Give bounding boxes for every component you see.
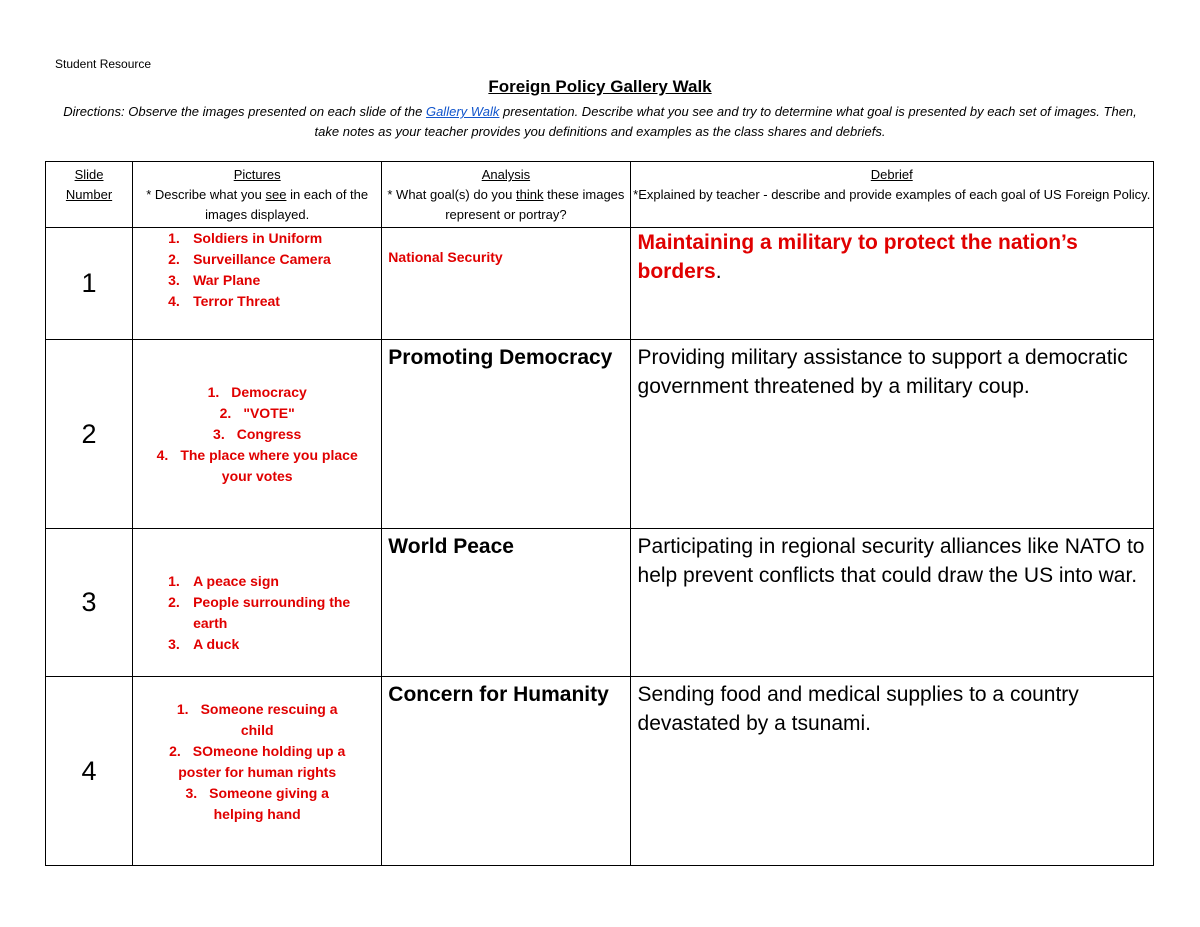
debrief-tail: . bbox=[715, 260, 722, 283]
gallery-walk-table bbox=[45, 161, 1154, 866]
pictures-cell bbox=[133, 228, 382, 340]
table-row bbox=[46, 340, 1154, 529]
gallery-walk-link[interactable]: Gallery Walk bbox=[425, 104, 500, 119]
list-item: 3. Congress bbox=[213, 426, 302, 442]
list-item: 2. "VOTE" bbox=[219, 405, 295, 421]
list-item: 3. A duck bbox=[168, 636, 240, 652]
directions bbox=[60, 102, 1140, 142]
debrief-text: Sending food and medical supplies to a country devastated by a tsunami. bbox=[637, 683, 1079, 735]
list-item: 2. Surveillance Camera bbox=[168, 251, 331, 267]
header-row bbox=[46, 162, 1154, 228]
pictures-cell bbox=[133, 529, 382, 677]
list-item: 4. Terror Threat bbox=[168, 293, 280, 309]
header-label: Student Resource bbox=[55, 57, 152, 71]
slide-number: 3 bbox=[46, 529, 133, 677]
analysis-answer: National Security bbox=[388, 249, 503, 265]
debrief-cell bbox=[630, 340, 1153, 529]
list-item: 1. Soldiers in Uniform bbox=[168, 230, 323, 246]
list-item: 1. Someone rescuing a child bbox=[176, 701, 338, 738]
analysis-answer: Promoting Democracy bbox=[388, 346, 613, 369]
analysis-answer: World Peace bbox=[388, 535, 514, 558]
analysis-answer: Concern for Humanity bbox=[388, 683, 609, 706]
analysis-cell bbox=[382, 677, 630, 866]
pictures-header: Pictures * Describe what you see in each of the images displayed. bbox=[133, 162, 382, 228]
pictures-cell bbox=[133, 340, 382, 529]
page-title: Foreign Policy Gallery Walk bbox=[488, 77, 712, 96]
debrief-cell bbox=[630, 529, 1153, 677]
table-row bbox=[46, 228, 1154, 340]
list-item: 4. The place where you place your votes bbox=[156, 447, 358, 484]
list-item: 1. Democracy bbox=[207, 384, 307, 400]
list-item: 3. Someone giving a helping hand bbox=[185, 785, 329, 822]
list-item: 3. War Plane bbox=[168, 272, 261, 288]
debrief-cell bbox=[630, 677, 1153, 866]
analysis-header: Analysis * What goal(s) do you think these images represent or portray? bbox=[382, 162, 630, 228]
debrief-header: Debrief *Explained by teacher - describe and provide examples of each goal of US Foreign Policy. bbox=[630, 162, 1153, 228]
table-row bbox=[46, 677, 1154, 866]
debrief-answer: Maintaining a military to protect the nation’s borders bbox=[637, 231, 1078, 283]
pictures-cell bbox=[133, 677, 382, 866]
table-row bbox=[46, 529, 1154, 677]
analysis-cell bbox=[382, 340, 630, 529]
analysis-cell bbox=[382, 228, 630, 340]
slide-number: 2 bbox=[46, 340, 133, 529]
debrief-text: Participating in regional security alliances like NATO to help prevent conflicts that could draw the US into war. bbox=[637, 535, 1145, 587]
slide-number: 4 bbox=[46, 677, 133, 866]
slide-number-header: Slide Number bbox=[46, 162, 133, 228]
analysis-cell bbox=[382, 529, 630, 677]
list-item: 2. SOmeone holding up a poster for human rights bbox=[169, 743, 346, 780]
debrief-cell bbox=[630, 228, 1153, 340]
list-item: 2. People surrounding the earth bbox=[168, 594, 351, 631]
debrief-text: Providing military assistance to support a democratic government threatened by a military coup. bbox=[637, 346, 1128, 398]
slide-number: 1 bbox=[46, 228, 133, 340]
directions-text-start: Directions: Observe the images presented on each slide of the bbox=[63, 104, 426, 119]
directions-text-end: presentation. Describe what you see and try to determine what goal is presented by each set of images. Then, take notes as your teacher provides you definitions and examples as the class shares and debriefs. bbox=[314, 104, 1137, 139]
list-item: 1. A peace sign bbox=[168, 573, 279, 589]
